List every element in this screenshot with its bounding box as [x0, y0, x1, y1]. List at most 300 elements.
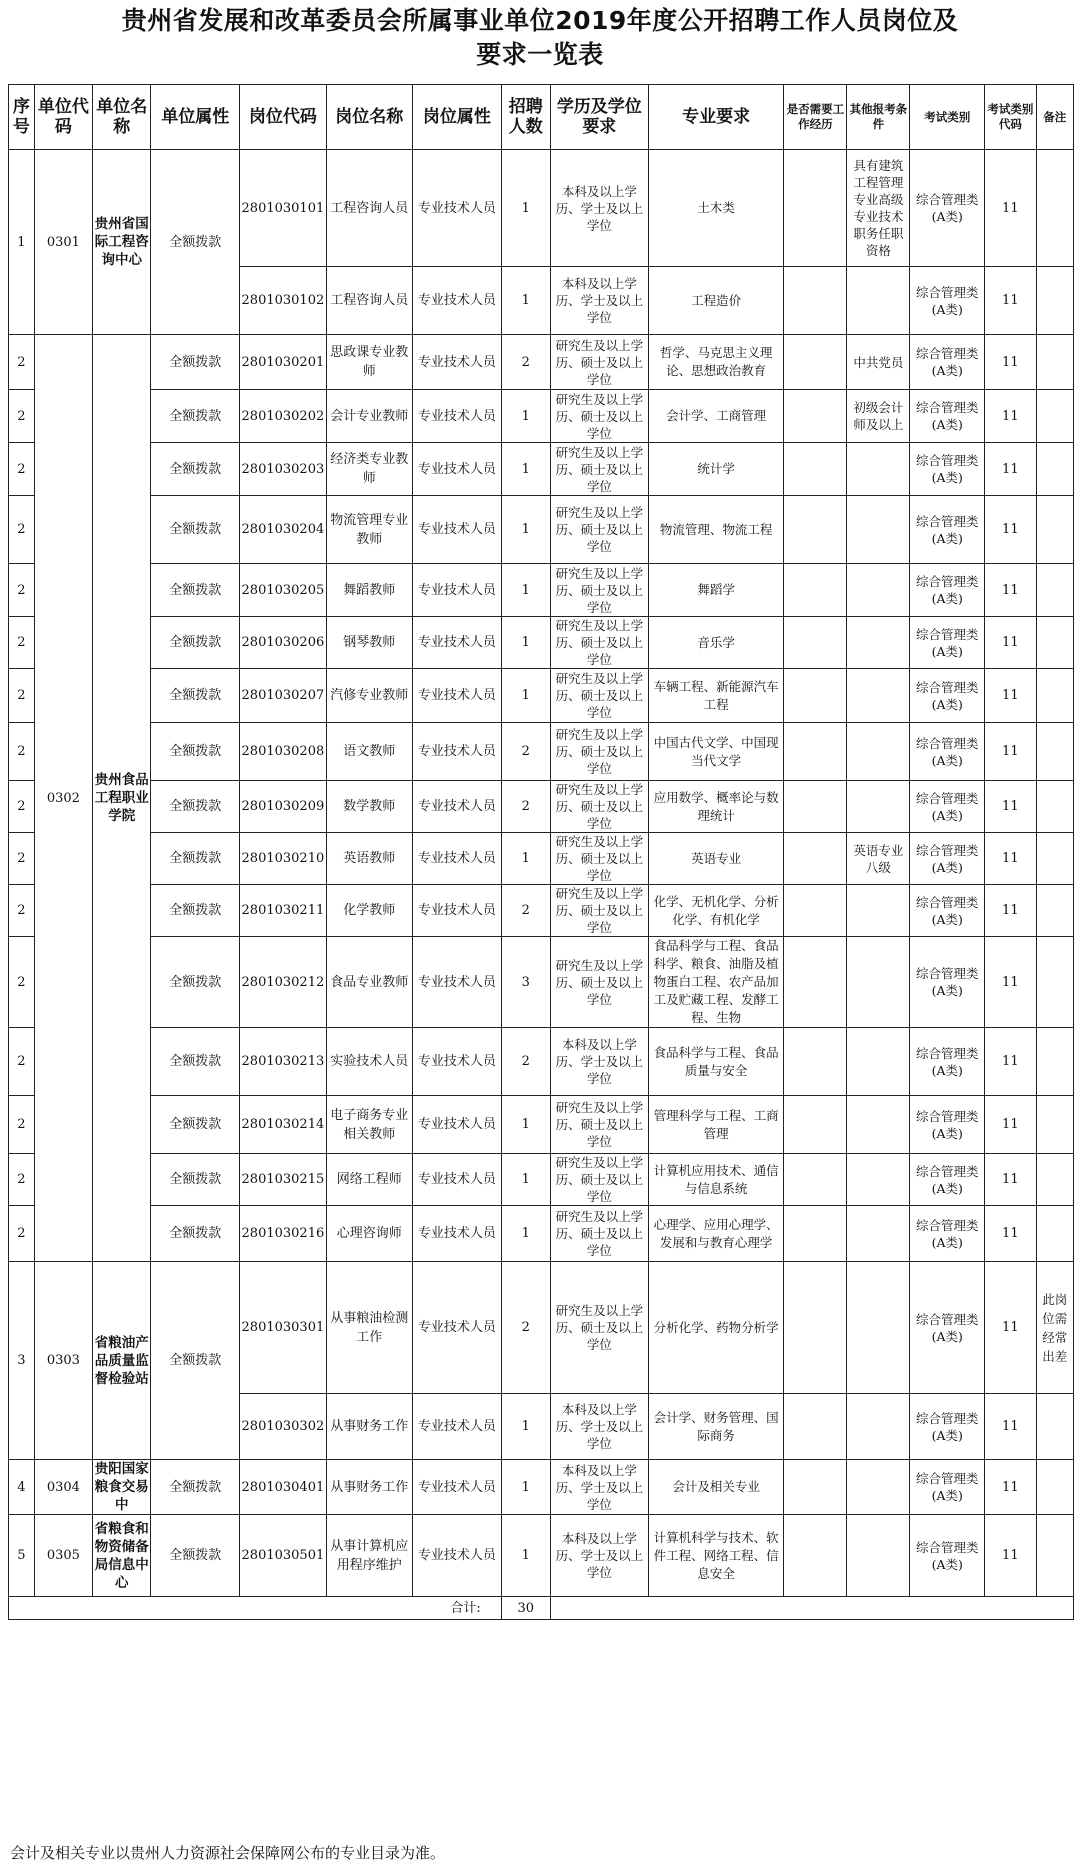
cell-experience — [784, 723, 847, 781]
cell-post-code: 2801030302 — [240, 1394, 326, 1460]
cell-major: 工程造价 — [648, 267, 783, 335]
cell-other — [847, 267, 910, 335]
cell-count: 1 — [501, 1154, 550, 1206]
cell-exam-type: 综合管理类(A类) — [910, 781, 985, 833]
cell-unit-attr: 全额拨款 — [151, 1096, 240, 1154]
table-row — [9, 1262, 1074, 1394]
cell-post-name: 从事计算机应用程序维护 — [326, 1515, 412, 1597]
cell-unit-code: 0303 — [34, 1262, 92, 1460]
cell-unit-name: 贵州省国际工程咨询中心 — [93, 150, 151, 335]
cell-unit-attr: 全额拨款 — [151, 1206, 240, 1262]
cell-post-code: 2801030216 — [240, 1206, 326, 1262]
cell-post-code: 2801030207 — [240, 669, 326, 723]
cell-seq: 2 — [9, 617, 35, 669]
cell-edu: 本科及以上学历、学士及以上学位 — [550, 1394, 648, 1460]
cell-exam-type: 综合管理类(A类) — [910, 335, 985, 390]
cell-post-code: 2801030201 — [240, 335, 326, 390]
cell-edu: 研究生及以上学历、硕士及以上学位 — [550, 833, 648, 885]
cell-remark — [1036, 496, 1073, 564]
cell-major: 舞蹈学 — [648, 564, 783, 617]
cell-post-code: 2801030501 — [240, 1515, 326, 1597]
cell-remark — [1036, 669, 1073, 723]
cell-post-name: 心理咨询师 — [326, 1206, 412, 1262]
cell-seq: 2 — [9, 833, 35, 885]
cell-count: 1 — [501, 496, 550, 564]
cell-remark — [1036, 443, 1073, 496]
cell-major: 哲学、马克思主义理论、思想政治教育 — [648, 335, 783, 390]
table-row — [9, 335, 1074, 390]
cell-experience — [784, 1460, 847, 1515]
cell-post-code: 2801030203 — [240, 443, 326, 496]
page-title — [0, 4, 1080, 72]
cell-experience — [784, 833, 847, 885]
cell-exam-code: 11 — [985, 496, 1036, 564]
cell-unit-attr: 全额拨款 — [151, 669, 240, 723]
cell-remark — [1036, 390, 1073, 443]
cell-count: 2 — [501, 885, 550, 937]
cell-unit-attr: 全额拨款 — [151, 723, 240, 781]
cell-count: 1 — [501, 267, 550, 335]
cell-remark — [1036, 564, 1073, 617]
cell-other: 英语专业八级 — [847, 833, 910, 885]
cell-edu: 研究生及以上学历、硕士及以上学位 — [550, 564, 648, 617]
table-row — [9, 885, 1074, 937]
table-row — [9, 564, 1074, 617]
cell-post-attr: 专业技术人员 — [413, 669, 502, 723]
cell-seq: 2 — [9, 885, 35, 937]
cell-count: 1 — [501, 150, 550, 267]
cell-seq: 2 — [9, 496, 35, 564]
cell-unit-attr: 全额拨款 — [151, 390, 240, 443]
cell-post-name: 食品专业教师 — [326, 937, 412, 1028]
cell-other — [847, 1515, 910, 1597]
cell-exam-code: 11 — [985, 617, 1036, 669]
cell-other — [847, 1096, 910, 1154]
cell-seq: 2 — [9, 1154, 35, 1206]
cell-seq: 2 — [9, 1206, 35, 1262]
table-row — [9, 1028, 1074, 1096]
cell-other — [847, 669, 910, 723]
cell-exam-code: 11 — [985, 833, 1036, 885]
cell-post-name: 钢琴教师 — [326, 617, 412, 669]
cell-unit-attr: 全额拨款 — [151, 1028, 240, 1096]
cell-experience — [784, 669, 847, 723]
cell-other — [847, 1394, 910, 1460]
cell-remark — [1036, 1206, 1073, 1262]
cell-post-attr: 专业技术人员 — [413, 390, 502, 443]
table-row — [9, 617, 1074, 669]
header-seq: 序号 — [9, 85, 35, 150]
cell-post-attr: 专业技术人员 — [413, 1262, 502, 1394]
cell-edu: 研究生及以上学历、硕士及以上学位 — [550, 937, 648, 1028]
cell-post-attr: 专业技术人员 — [413, 781, 502, 833]
cell-experience — [784, 1394, 847, 1460]
cell-major: 土木类 — [648, 150, 783, 267]
cell-exam-type: 综合管理类(A类) — [910, 390, 985, 443]
footnote: 会计及相关专业以贵州人力资源社会保障网公布的专业目录为准。 — [10, 1844, 446, 1862]
cell-exam-type: 综合管理类(A类) — [910, 1460, 985, 1515]
total-value: 30 — [501, 1597, 550, 1620]
cell-post-code: 2801030215 — [240, 1154, 326, 1206]
cell-post-attr: 专业技术人员 — [413, 1515, 502, 1597]
cell-post-code: 2801030210 — [240, 833, 326, 885]
cell-unit-attr: 全额拨款 — [151, 150, 240, 335]
cell-post-code: 2801030102 — [240, 267, 326, 335]
cell-exam-type: 综合管理类(A类) — [910, 669, 985, 723]
cell-exam-type: 综合管理类(A类) — [910, 723, 985, 781]
table-row — [9, 1096, 1074, 1154]
cell-post-name: 化学教师 — [326, 885, 412, 937]
cell-other — [847, 564, 910, 617]
cell-remark — [1036, 937, 1073, 1028]
cell-exam-code: 11 — [985, 1394, 1036, 1460]
cell-exam-code: 11 — [985, 564, 1036, 617]
cell-count: 1 — [501, 390, 550, 443]
cell-exam-type: 综合管理类(A类) — [910, 1515, 985, 1597]
cell-exam-code: 11 — [985, 885, 1036, 937]
cell-unit-attr: 全额拨款 — [151, 1460, 240, 1515]
table-row — [9, 1515, 1074, 1597]
cell-exam-type: 综合管理类(A类) — [910, 496, 985, 564]
cell-remark — [1036, 1515, 1073, 1597]
cell-unit-attr: 全额拨款 — [151, 443, 240, 496]
cell-exam-code: 11 — [985, 1096, 1036, 1154]
cell-count: 2 — [501, 335, 550, 390]
cell-post-name: 数学教师 — [326, 781, 412, 833]
cell-edu: 本科及以上学历、学士及以上学位 — [550, 1460, 648, 1515]
table-row — [9, 1154, 1074, 1206]
cell-post-attr: 专业技术人员 — [413, 1096, 502, 1154]
cell-experience — [784, 1515, 847, 1597]
cell-edu: 研究生及以上学历、硕士及以上学位 — [550, 1262, 648, 1394]
cell-count: 1 — [501, 617, 550, 669]
cell-experience — [784, 781, 847, 833]
cell-exam-type: 综合管理类(A类) — [910, 1096, 985, 1154]
cell-other — [847, 1028, 910, 1096]
cell-experience — [784, 1096, 847, 1154]
cell-major: 分析化学、药物分析学 — [648, 1262, 783, 1394]
cell-post-code: 2801030213 — [240, 1028, 326, 1096]
cell-unit-attr: 全额拨款 — [151, 617, 240, 669]
cell-exam-type: 综合管理类(A类) — [910, 833, 985, 885]
cell-post-name: 工程咨询人员 — [326, 150, 412, 267]
cell-count: 3 — [501, 937, 550, 1028]
cell-edu: 研究生及以上学历、硕士及以上学位 — [550, 1206, 648, 1262]
cell-remark — [1036, 723, 1073, 781]
header-edu: 学历及学位要求 — [550, 85, 648, 150]
table-row — [9, 1206, 1074, 1262]
cell-unit-code: 0305 — [34, 1515, 92, 1597]
cell-unit-attr: 全额拨款 — [151, 1262, 240, 1460]
cell-post-code: 2801030301 — [240, 1262, 326, 1394]
header-unit-code: 单位代码 — [34, 85, 92, 150]
cell-experience — [784, 885, 847, 937]
cell-seq: 2 — [9, 335, 35, 390]
cell-count: 1 — [501, 443, 550, 496]
cell-count: 1 — [501, 1515, 550, 1597]
cell-other — [847, 723, 910, 781]
cell-edu: 本科及以上学历、学士及以上学位 — [550, 150, 648, 267]
header-post-code: 岗位代码 — [240, 85, 326, 150]
cell-remark — [1036, 617, 1073, 669]
cell-post-attr: 专业技术人员 — [413, 1460, 502, 1515]
cell-edu: 研究生及以上学历、硕士及以上学位 — [550, 443, 648, 496]
cell-post-code: 2801030209 — [240, 781, 326, 833]
cell-post-attr: 专业技术人员 — [413, 335, 502, 390]
cell-unit-attr: 全额拨款 — [151, 781, 240, 833]
cell-unit-code: 0304 — [34, 1460, 92, 1515]
cell-seq: 2 — [9, 443, 35, 496]
title-line-2: 要求一览表 — [476, 40, 604, 69]
cell-post-code: 2801030401 — [240, 1460, 326, 1515]
cell-count: 1 — [501, 1096, 550, 1154]
cell-exam-type: 综合管理类(A类) — [910, 443, 985, 496]
cell-post-attr: 专业技术人员 — [413, 1154, 502, 1206]
cell-exam-code: 11 — [985, 723, 1036, 781]
cell-post-code: 2801030212 — [240, 937, 326, 1028]
cell-exam-type: 综合管理类(A类) — [910, 267, 985, 335]
cell-count: 2 — [501, 1262, 550, 1394]
cell-experience — [784, 443, 847, 496]
cell-post-attr: 专业技术人员 — [413, 1206, 502, 1262]
table-row — [9, 390, 1074, 443]
cell-post-attr: 专业技术人员 — [413, 885, 502, 937]
cell-unit-attr: 全额拨款 — [151, 335, 240, 390]
cell-seq: 2 — [9, 390, 35, 443]
cell-post-name: 会计专业教师 — [326, 390, 412, 443]
total-label: 合计: — [9, 1597, 502, 1620]
cell-post-attr: 专业技术人员 — [413, 496, 502, 564]
cell-edu: 研究生及以上学历、硕士及以上学位 — [550, 723, 648, 781]
cell-edu: 研究生及以上学历、硕士及以上学位 — [550, 1154, 648, 1206]
cell-unit-attr: 全额拨款 — [151, 885, 240, 937]
cell-count: 1 — [501, 564, 550, 617]
cell-major: 中国古代文学、中国现当代文学 — [648, 723, 783, 781]
cell-other — [847, 496, 910, 564]
cell-remark — [1036, 833, 1073, 885]
cell-remark — [1036, 150, 1073, 267]
cell-edu: 研究生及以上学历、硕士及以上学位 — [550, 885, 648, 937]
cell-count: 2 — [501, 723, 550, 781]
cell-exam-code: 11 — [985, 1028, 1036, 1096]
cell-remark — [1036, 335, 1073, 390]
cell-experience — [784, 1028, 847, 1096]
header-post-name: 岗位名称 — [326, 85, 412, 150]
cell-remark: 此岗位需经常出差 — [1036, 1262, 1073, 1394]
cell-seq: 2 — [9, 1028, 35, 1096]
cell-post-name: 汽修专业教师 — [326, 669, 412, 723]
cell-post-attr: 专业技术人员 — [413, 1028, 502, 1096]
cell-post-code: 2801030202 — [240, 390, 326, 443]
table-row — [9, 443, 1074, 496]
cell-seq: 2 — [9, 1096, 35, 1154]
cell-post-code: 2801030205 — [240, 564, 326, 617]
cell-post-name: 从事财务工作 — [326, 1460, 412, 1515]
cell-exam-code: 11 — [985, 390, 1036, 443]
cell-post-attr: 专业技术人员 — [413, 267, 502, 335]
cell-count: 1 — [501, 1460, 550, 1515]
cell-seq: 2 — [9, 781, 35, 833]
cell-exam-code: 11 — [985, 937, 1036, 1028]
cell-major: 心理学、应用心理学、发展和与教育心理学 — [648, 1206, 783, 1262]
cell-other — [847, 781, 910, 833]
cell-exam-type: 综合管理类(A类) — [910, 1206, 985, 1262]
cell-post-code: 2801030204 — [240, 496, 326, 564]
cell-edu: 研究生及以上学历、硕士及以上学位 — [550, 669, 648, 723]
cell-other — [847, 937, 910, 1028]
cell-count: 1 — [501, 1394, 550, 1460]
cell-unit-attr: 全额拨款 — [151, 564, 240, 617]
cell-exam-type: 综合管理类(A类) — [910, 564, 985, 617]
cell-unit-code: 0302 — [34, 335, 92, 1262]
cell-post-attr: 专业技术人员 — [413, 564, 502, 617]
cell-seq: 4 — [9, 1460, 35, 1515]
cell-major: 音乐学 — [648, 617, 783, 669]
table-row — [9, 496, 1074, 564]
cell-other — [847, 1206, 910, 1262]
title-line-1: 贵州省发展和改革委员会所属事业单位2019年度公开招聘工作人员岗位及 — [121, 6, 959, 35]
cell-seq: 5 — [9, 1515, 35, 1597]
cell-exam-code: 11 — [985, 1206, 1036, 1262]
cell-experience — [784, 1262, 847, 1394]
cell-unit-attr: 全额拨款 — [151, 1515, 240, 1597]
header-count: 招聘人数 — [501, 85, 550, 150]
cell-major: 会计学、财务管理、国际商务 — [648, 1394, 783, 1460]
cell-seq: 2 — [9, 937, 35, 1028]
cell-exam-code: 11 — [985, 669, 1036, 723]
cell-other: 中共党员 — [847, 335, 910, 390]
cell-other — [847, 1154, 910, 1206]
cell-exam-type: 综合管理类(A类) — [910, 1262, 985, 1394]
cell-other — [847, 885, 910, 937]
cell-remark — [1036, 885, 1073, 937]
cell-post-name: 英语教师 — [326, 833, 412, 885]
cell-post-code: 2801030206 — [240, 617, 326, 669]
cell-post-name: 网络工程师 — [326, 1154, 412, 1206]
cell-major: 化学、无机化学、分析化学、有机化学 — [648, 885, 783, 937]
cell-major: 食品科学与工程、食品质量与安全 — [648, 1028, 783, 1096]
cell-edu: 研究生及以上学历、硕士及以上学位 — [550, 335, 648, 390]
cell-post-name: 物流管理专业教师 — [326, 496, 412, 564]
cell-post-name: 工程咨询人员 — [326, 267, 412, 335]
cell-count: 1 — [501, 1206, 550, 1262]
cell-post-attr: 专业技术人员 — [413, 833, 502, 885]
cell-major: 会计学、工商管理 — [648, 390, 783, 443]
cell-edu: 本科及以上学历、学士及以上学位 — [550, 1028, 648, 1096]
cell-experience — [784, 1206, 847, 1262]
cell-exam-code: 11 — [985, 1460, 1036, 1515]
cell-other — [847, 617, 910, 669]
cell-edu: 本科及以上学历、学士及以上学位 — [550, 1515, 648, 1597]
cell-major: 食品科学与工程、食品科学、粮食、油脂及植物蛋白工程、农产品加工及贮藏工程、发酵工程、生物 — [648, 937, 783, 1028]
cell-edu: 研究生及以上学历、硕士及以上学位 — [550, 1096, 648, 1154]
header-exam-type: 考试类别 — [910, 85, 985, 150]
cell-post-name: 实验技术人员 — [326, 1028, 412, 1096]
cell-major: 管理科学与工程、工商管理 — [648, 1096, 783, 1154]
cell-unit-name: 贵州食品工程职业学院 — [93, 335, 151, 1262]
cell-remark — [1036, 1154, 1073, 1206]
table-row — [9, 723, 1074, 781]
cell-count: 1 — [501, 833, 550, 885]
recruitment-table — [8, 84, 1074, 1620]
cell-unit-attr: 全额拨款 — [151, 833, 240, 885]
cell-major: 会计及相关专业 — [648, 1460, 783, 1515]
cell-experience — [784, 1154, 847, 1206]
cell-post-attr: 专业技术人员 — [413, 617, 502, 669]
cell-seq: 2 — [9, 723, 35, 781]
cell-post-name: 舞蹈教师 — [326, 564, 412, 617]
cell-other — [847, 1262, 910, 1394]
cell-major: 车辆工程、新能源汽车工程 — [648, 669, 783, 723]
table-row — [9, 150, 1074, 267]
cell-experience — [784, 150, 847, 267]
cell-exam-type: 综合管理类(A类) — [910, 617, 985, 669]
cell-exam-type: 综合管理类(A类) — [910, 1154, 985, 1206]
table-row — [9, 1460, 1074, 1515]
cell-seq: 2 — [9, 564, 35, 617]
cell-post-name: 从事财务工作 — [326, 1394, 412, 1460]
cell-major: 计算机应用技术、通信与信息系统 — [648, 1154, 783, 1206]
cell-unit-code: 0301 — [34, 150, 92, 335]
cell-experience — [784, 937, 847, 1028]
table-row — [9, 781, 1074, 833]
header-row — [9, 85, 1074, 150]
cell-remark — [1036, 267, 1073, 335]
cell-unit-name: 省粮食和物资储备局信息中心 — [93, 1515, 151, 1597]
cell-exam-code: 11 — [985, 1154, 1036, 1206]
cell-other — [847, 443, 910, 496]
header-unit-attr: 单位属性 — [151, 85, 240, 150]
cell-remark — [1036, 1096, 1073, 1154]
cell-major: 应用数学、概率论与数理统计 — [648, 781, 783, 833]
header-unit-name: 单位名称 — [93, 85, 151, 150]
header-remark: 备注 — [1036, 85, 1073, 150]
cell-exam-code: 11 — [985, 150, 1036, 267]
cell-remark — [1036, 781, 1073, 833]
cell-post-name: 经济类专业教师 — [326, 443, 412, 496]
cell-post-name: 电子商务专业相关教师 — [326, 1096, 412, 1154]
cell-unit-name: 贵阳国家粮食交易中 — [93, 1460, 151, 1515]
total-row — [9, 1597, 1074, 1620]
header-major: 专业要求 — [648, 85, 783, 150]
cell-exam-type: 综合管理类(A类) — [910, 1028, 985, 1096]
cell-exam-code: 11 — [985, 267, 1036, 335]
cell-post-code: 2801030101 — [240, 150, 326, 267]
cell-exam-type: 综合管理类(A类) — [910, 885, 985, 937]
cell-seq: 2 — [9, 669, 35, 723]
cell-major: 英语专业 — [648, 833, 783, 885]
cell-post-code: 2801030208 — [240, 723, 326, 781]
table-row — [9, 937, 1074, 1028]
table-row — [9, 833, 1074, 885]
header-experience: 是否需要工作经历 — [784, 85, 847, 150]
header-exam-code: 考试类别代码 — [985, 85, 1036, 150]
cell-edu: 研究生及以上学历、硕士及以上学位 — [550, 390, 648, 443]
cell-exam-code: 11 — [985, 1262, 1036, 1394]
cell-exam-type: 综合管理类(A类) — [910, 150, 985, 267]
cell-remark — [1036, 1028, 1073, 1096]
cell-seq: 3 — [9, 1262, 35, 1460]
cell-other: 初级会计师及以上 — [847, 390, 910, 443]
cell-post-attr: 专业技术人员 — [413, 937, 502, 1028]
table-row — [9, 669, 1074, 723]
cell-unit-name: 省粮油产品质量监督检验站 — [93, 1262, 151, 1460]
cell-count: 1 — [501, 669, 550, 723]
cell-experience — [784, 496, 847, 564]
cell-experience — [784, 267, 847, 335]
cell-experience — [784, 390, 847, 443]
cell-edu: 研究生及以上学历、硕士及以上学位 — [550, 496, 648, 564]
